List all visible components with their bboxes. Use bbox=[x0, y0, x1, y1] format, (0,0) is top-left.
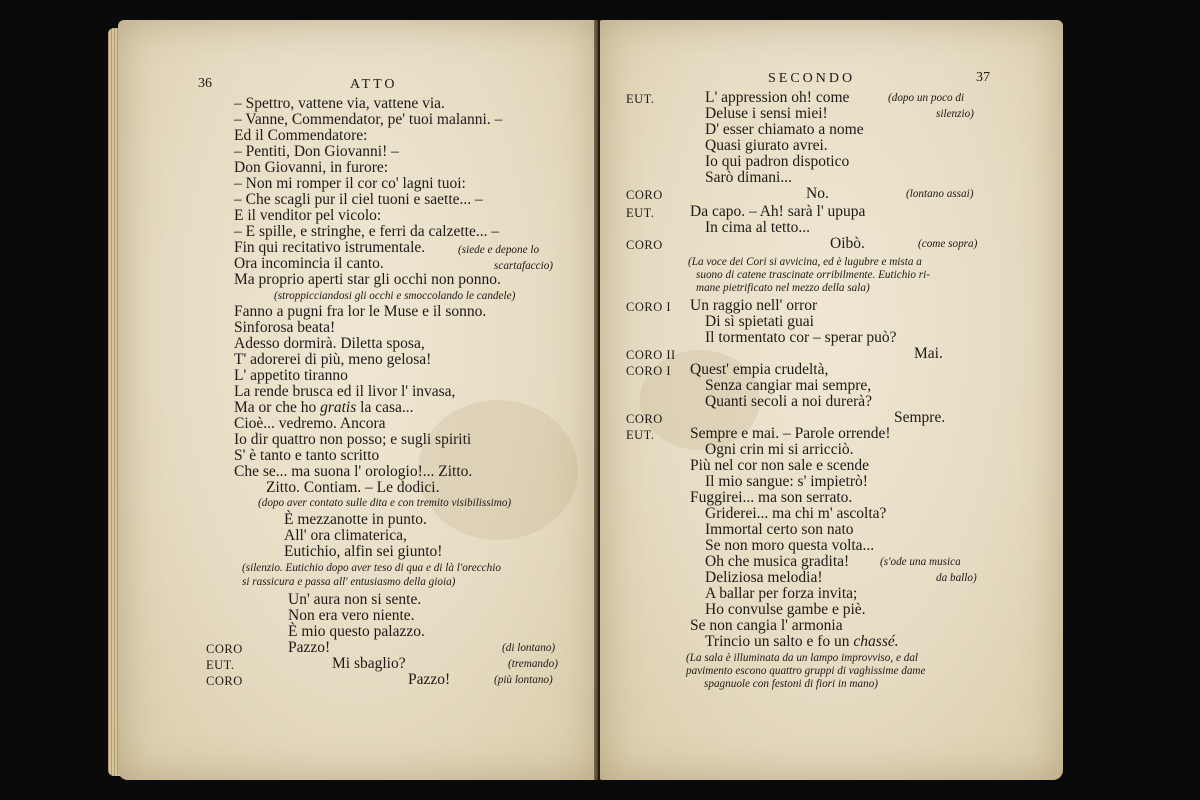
verse-line: Io qui padron dispotico bbox=[705, 153, 850, 170]
verse-line: È mio questo palazzo. bbox=[288, 623, 425, 640]
open-book bbox=[108, 20, 1063, 780]
verse-line: Ma proprio aperti star gli occhi non ponno. bbox=[234, 271, 501, 288]
verse-line: Fanno a pugni fra lor le Muse e il sonno. bbox=[234, 303, 487, 320]
stage-direction: (dopo un poco di bbox=[888, 92, 965, 104]
verse-line: – Che scagli pur il ciel tuoni e saette... – bbox=[234, 191, 483, 208]
verse-line: Da capo. – Ah! sarà l' upupa bbox=[690, 203, 866, 220]
verse-line: Trincio un salto e fo un chassé. bbox=[705, 633, 899, 650]
verse-line: Il tormentato cor – sperar può? bbox=[705, 329, 897, 346]
verse-line: Fuggirei... ma son serrato. bbox=[690, 489, 853, 506]
stage-direction: (La sala è illuminata da un lampo improvviso, e dal bbox=[686, 652, 919, 664]
stage-direction: si rassicura e passa all' entusiasmo della gioia) bbox=[242, 576, 456, 588]
verse-line: T' adorerei di più, meno gelosa! bbox=[234, 351, 432, 368]
left-page bbox=[118, 20, 598, 780]
stage-direction: silenzio) bbox=[936, 108, 974, 120]
verse-line: No. bbox=[806, 185, 829, 202]
verse-line: La rende brusca ed il livor l' invasa, bbox=[234, 383, 456, 400]
verse-line: Ho convulse gambe e piè. bbox=[705, 601, 866, 618]
verse-line: Sempre. bbox=[894, 409, 946, 426]
verse-line: È mezzanotte in punto. bbox=[284, 511, 427, 528]
verse-line: – E spille, e stringhe, e ferri da calzette... – bbox=[234, 223, 500, 240]
speaker-label: CORO I bbox=[626, 300, 672, 314]
verse-line: – Non mi romper il cor co' lagni tuoi: bbox=[234, 175, 466, 192]
page-number: 36 bbox=[198, 76, 212, 91]
stage-direction: (s'ode una musica bbox=[880, 556, 961, 568]
stage-direction: mane pietrificato nel mezzo della sala) bbox=[696, 282, 870, 294]
verse-line: Oibò. bbox=[830, 235, 865, 252]
speaker-label: CORO bbox=[206, 674, 243, 688]
running-head: ATTO bbox=[350, 77, 398, 92]
verse-line: Don Giovanni, in furore: bbox=[234, 159, 389, 176]
verse-line: – Vanne, Commendator, pe' tuoi malanni. – bbox=[234, 111, 503, 128]
verse-line: Se non moro questa volta... bbox=[705, 537, 875, 554]
stage-direction: pavimento escono quattro gruppi di vaghissime dame bbox=[686, 665, 926, 677]
verse-line: Ora incomincia il canto. bbox=[234, 255, 384, 272]
speaker-label: EUT. bbox=[626, 428, 655, 442]
verse-line: Eutichio, alfin sei giunto! bbox=[284, 543, 443, 560]
verse-line: Sempre e mai. – Parole orrende! bbox=[690, 425, 891, 442]
verse-line: Che se... ma suona l' orologio!... Zitto. bbox=[234, 463, 473, 480]
stage-direction: (lontano assai) bbox=[906, 188, 974, 200]
verse-line: Senza cangiar mai sempre, bbox=[705, 377, 872, 394]
verse-line: Adesso dormirà. Diletta sposa, bbox=[234, 335, 425, 352]
verse-line: A ballar per forza invita; bbox=[705, 585, 858, 602]
verse-line: D' esser chiamato a nome bbox=[705, 121, 864, 138]
stage-direction: (più lontano) bbox=[494, 674, 553, 686]
verse-line: Zitto. Contiam. – Le dodici. bbox=[266, 479, 440, 496]
verse-line: All' ora climaterica, bbox=[284, 527, 407, 544]
verse-line: Di sì spietati guai bbox=[705, 313, 814, 330]
speaker-label: EUT. bbox=[626, 92, 655, 106]
verse-line: – Pentiti, Don Giovanni! – bbox=[234, 143, 399, 160]
verse-line: Mi sbaglio? bbox=[332, 655, 406, 672]
verse-line: Ogni crin mi si arricciò. bbox=[705, 441, 854, 458]
stage-direction: (siede e depone lo bbox=[458, 244, 540, 256]
right-page bbox=[600, 20, 1063, 780]
verse-line: Deliziosa melodia! bbox=[705, 569, 823, 586]
verse-line: Sarò dimani... bbox=[705, 169, 792, 186]
stage-direction: (tremando) bbox=[508, 658, 558, 670]
verse-line: Ma or che ho gratis la casa... bbox=[234, 399, 414, 416]
speaker-label: CORO bbox=[626, 412, 663, 426]
speaker-label: EUT. bbox=[626, 206, 655, 220]
stage-direction: suono di catene trascinate orribilmente. Eutichio ri- bbox=[696, 269, 930, 281]
page-number: 37 bbox=[976, 70, 990, 85]
verse-line: L' appetito tiranno bbox=[234, 367, 348, 384]
verse-line: Sinforosa beata! bbox=[234, 319, 336, 336]
verse-line: Quasi giurato avrei. bbox=[705, 137, 828, 154]
stage-direction: scartafaccio) bbox=[494, 260, 554, 272]
verse-line: Pazzo! bbox=[288, 639, 331, 656]
verse-line: Mai. bbox=[914, 345, 943, 362]
speaker-label: CORO bbox=[626, 238, 663, 252]
speaker-label: CORO bbox=[206, 642, 243, 656]
stage-direction: spagnuole con festoni di fiori in mano) bbox=[704, 678, 879, 690]
stage-direction: (silenzio. Eutichio dopo aver teso di qua e di là l'orecchio bbox=[242, 562, 501, 574]
verse-line: Griderei... ma chi m' ascolta? bbox=[705, 505, 887, 522]
verse-line: – Spettro, vattene via, vattene via. bbox=[234, 95, 445, 112]
speaker-label: CORO II bbox=[626, 348, 676, 362]
verse-line: Cioè... vedremo. Ancora bbox=[234, 415, 386, 432]
stage-direction: (come sopra) bbox=[918, 238, 978, 250]
stage-direction: (di lontano) bbox=[502, 642, 556, 654]
stage-direction: da ballo) bbox=[936, 572, 977, 584]
verse-line: Io dir quattro non posso; e sugli spiriti bbox=[234, 431, 472, 448]
verse-line: L' appression oh! come bbox=[705, 89, 850, 106]
verse-line: Non era vero niente. bbox=[288, 607, 415, 624]
verse-line: Più nel cor non sale e scende bbox=[690, 457, 870, 474]
verse-line: Deluse i sensi miei! bbox=[705, 105, 828, 122]
verse-line: In cima al tetto... bbox=[705, 219, 811, 236]
verse-line: Immortal certo son nato bbox=[705, 521, 854, 538]
speaker-label: CORO bbox=[626, 188, 663, 202]
verse-line: Il mio sangue: s' impietrò! bbox=[705, 473, 868, 490]
verse-line: Un raggio nell' orror bbox=[690, 297, 818, 314]
verse-line: Fin qui recitativo istrumentale. bbox=[234, 239, 426, 256]
stage-direction: (dopo aver contato sulle dita e con tremito visibilissimo) bbox=[258, 497, 512, 509]
verse-line: E il venditor pel vicolo: bbox=[234, 207, 382, 224]
verse-line: Quest' empia crudeltà, bbox=[690, 361, 829, 378]
verse-line: Se non cangia l' armonia bbox=[690, 617, 843, 634]
verse-line: Pazzo! bbox=[408, 671, 451, 688]
verse-line: Quanti secoli a noi durerà? bbox=[705, 393, 872, 410]
verse-line: Un' aura non si sente. bbox=[288, 591, 422, 608]
stage-direction: (stroppicciandosi gli occhi e smoccolando le candele) bbox=[274, 290, 516, 302]
running-head: SECONDO bbox=[768, 71, 856, 86]
stage-direction: (La voce dei Cori si avvicina, ed è lugubre e mista a bbox=[688, 256, 922, 268]
verse-line: Oh che musica gradita! bbox=[705, 553, 850, 570]
verse-line: Ed il Commendatore: bbox=[234, 127, 368, 144]
verse-line: S' è tanto e tanto scritto bbox=[234, 447, 380, 464]
speaker-label: CORO I bbox=[626, 364, 672, 378]
speaker-label: EUT. bbox=[206, 658, 235, 672]
